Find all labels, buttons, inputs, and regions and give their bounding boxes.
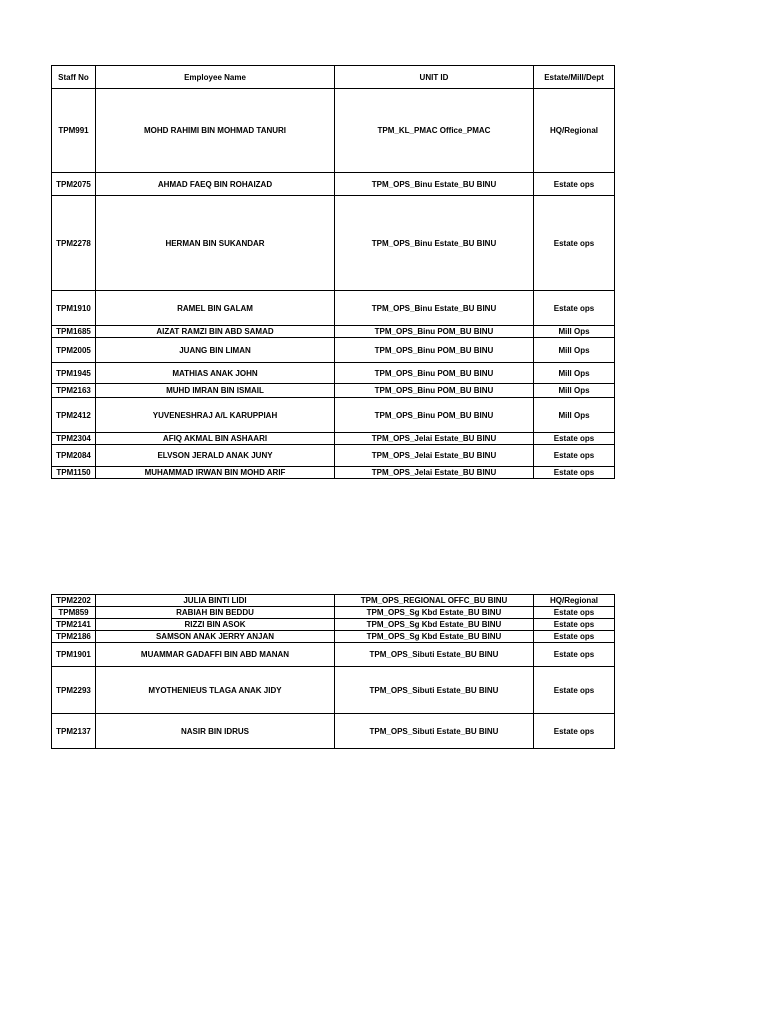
unit-id-cell: TPM_OPS_Binu Estate_BU BINU: [335, 173, 534, 196]
employee-name-cell: JULIA BINTI LIDI: [96, 595, 335, 607]
staff-no-cell: TPM1901: [52, 643, 96, 667]
unit-id-cell: TPM_OPS_Sibuti Estate_BU BINU: [335, 643, 534, 667]
dept-cell: Mill Ops: [534, 398, 615, 433]
unit-id-cell: TPM_OPS_Binu POM_BU BINU: [335, 384, 534, 398]
staff-no-cell: TPM2137: [52, 714, 96, 749]
table-row: [52, 384, 615, 398]
employee-name-cell: MATHIAS ANAK JOHN: [96, 363, 335, 384]
staff-no-cell: TPM2163: [52, 384, 96, 398]
dept-cell: Estate ops: [534, 445, 615, 467]
dept-cell: Estate ops: [534, 631, 615, 643]
dept-cell: Mill Ops: [534, 326, 615, 338]
staff-no-cell: TPM991: [52, 89, 96, 173]
employee-name-cell: AHMAD FAEQ BIN ROHAIZAD: [96, 173, 335, 196]
staff-no-cell: TPM1910: [52, 291, 96, 326]
dept-cell: Estate ops: [534, 667, 615, 714]
unit-id-cell: TPM_OPS_Jelai Estate_BU BINU: [335, 467, 534, 479]
employee-name-cell: JUANG BIN LIMAN: [96, 338, 335, 363]
table-row: [52, 467, 615, 479]
dept-cell: HQ/Regional: [534, 89, 615, 173]
staff-no-cell: TPM2141: [52, 619, 96, 631]
table-row: [52, 445, 615, 467]
employee-name-cell: MUHD IMRAN BIN ISMAIL: [96, 384, 335, 398]
dept-cell: Estate ops: [534, 643, 615, 667]
dept-cell: Estate ops: [534, 173, 615, 196]
employee-name-cell: HERMAN BIN SUKANDAR: [96, 196, 335, 291]
employee-name-cell: SAMSON ANAK JERRY ANJAN: [96, 631, 335, 643]
staff-no-cell: TPM2186: [52, 631, 96, 643]
table-row: [52, 643, 615, 667]
employee-name-cell: AFIQ AKMAL BIN ASHAARI: [96, 433, 335, 445]
table-row: [52, 196, 615, 291]
table-row: [52, 326, 615, 338]
employee-name-cell: NASIR BIN IDRUS: [96, 714, 335, 749]
table-row: [52, 291, 615, 326]
dept-cell: Mill Ops: [534, 338, 615, 363]
employee-name-cell: RIZZI BIN ASOK: [96, 619, 335, 631]
employee-name-header: Employee Name: [96, 66, 335, 89]
dept-cell: HQ/Regional: [534, 595, 615, 607]
staff-no-cell: TPM2278: [52, 196, 96, 291]
employee-table-2: [51, 594, 615, 749]
dept-cell: Estate ops: [534, 291, 615, 326]
staff-no-cell: TPM2304: [52, 433, 96, 445]
dept-header: Estate/Mill/Dept: [534, 66, 615, 89]
dept-cell: Estate ops: [534, 433, 615, 445]
staff-no-cell: TPM2293: [52, 667, 96, 714]
unit-id-cell: TPM_OPS_Jelai Estate_BU BINU: [335, 445, 534, 467]
dept-cell: Estate ops: [534, 196, 615, 291]
employee-name-cell: RAMEL BIN GALAM: [96, 291, 335, 326]
unit-id-cell: TPM_OPS_Binu POM_BU BINU: [335, 326, 534, 338]
staff-no-cell: TPM2084: [52, 445, 96, 467]
unit-id-cell: TPM_OPS_Binu POM_BU BINU: [335, 338, 534, 363]
employee-name-cell: ELVSON JERALD ANAK JUNY: [96, 445, 335, 467]
dept-cell: Mill Ops: [534, 384, 615, 398]
employee-name-cell: MYOTHENIEUS TLAGA ANAK JIDY: [96, 667, 335, 714]
employee-table-1: [51, 65, 615, 479]
employee-name-cell: RABIAH BIN BEDDU: [96, 607, 335, 619]
header-row: [52, 66, 615, 89]
staff-no-header: Staff No: [52, 66, 96, 89]
employee-name-cell: MUAMMAR GADAFFI BIN ABD MANAN: [96, 643, 335, 667]
staff-no-cell: TPM1945: [52, 363, 96, 384]
dept-cell: Estate ops: [534, 714, 615, 749]
unit-id-cell: TPM_OPS_Sibuti Estate_BU BINU: [335, 667, 534, 714]
unit-id-cell: TPM_OPS_Binu Estate_BU BINU: [335, 291, 534, 326]
dept-cell: Estate ops: [534, 607, 615, 619]
employee-name-cell: MOHD RAHIMI BIN MOHMAD TANURI: [96, 89, 335, 173]
staff-no-cell: TPM2005: [52, 338, 96, 363]
employee-name-cell: MUHAMMAD IRWAN BIN MOHD ARIF: [96, 467, 335, 479]
unit-id-cell: TPM_OPS_Binu POM_BU BINU: [335, 363, 534, 384]
table-row: [52, 433, 615, 445]
unit-id-cell: TPM_OPS_Sibuti Estate_BU BINU: [335, 714, 534, 749]
table-row: [52, 631, 615, 643]
unit-id-cell: TPM_KL_PMAC Office_PMAC: [335, 89, 534, 173]
table-row: [52, 607, 615, 619]
staff-no-cell: TPM2202: [52, 595, 96, 607]
unit-id-cell: TPM_OPS_Binu POM_BU BINU: [335, 398, 534, 433]
unit-id-cell: TPM_OPS_Sg Kbd Estate_BU BINU: [335, 607, 534, 619]
table-row: [52, 714, 615, 749]
table-row: [52, 89, 615, 173]
table-row: [52, 363, 615, 384]
table-row: [52, 173, 615, 196]
dept-cell: Mill Ops: [534, 363, 615, 384]
table-row: [52, 338, 615, 363]
staff-no-cell: TPM2412: [52, 398, 96, 433]
unit-id-cell: TPM_OPS_Jelai Estate_BU BINU: [335, 433, 534, 445]
table-row: [52, 667, 615, 714]
unit-id-header: UNIT ID: [335, 66, 534, 89]
employee-name-cell: YUVENESHRAJ A/L KARUPPIAH: [96, 398, 335, 433]
unit-id-cell: TPM_OPS_Sg Kbd Estate_BU BINU: [335, 619, 534, 631]
dept-cell: Estate ops: [534, 467, 615, 479]
staff-no-cell: TPM859: [52, 607, 96, 619]
dept-cell: Estate ops: [534, 619, 615, 631]
table-row: [52, 398, 615, 433]
unit-id-cell: TPM_OPS_Sg Kbd Estate_BU BINU: [335, 631, 534, 643]
staff-no-cell: TPM2075: [52, 173, 96, 196]
table-row: [52, 619, 615, 631]
staff-no-cell: TPM1685: [52, 326, 96, 338]
employee-name-cell: AIZAT RAMZI BIN ABD SAMAD: [96, 326, 335, 338]
table-row: [52, 595, 615, 607]
unit-id-cell: TPM_OPS_REGIONAL OFFC_BU BINU: [335, 595, 534, 607]
unit-id-cell: TPM_OPS_Binu Estate_BU BINU: [335, 196, 534, 291]
staff-no-cell: TPM1150: [52, 467, 96, 479]
